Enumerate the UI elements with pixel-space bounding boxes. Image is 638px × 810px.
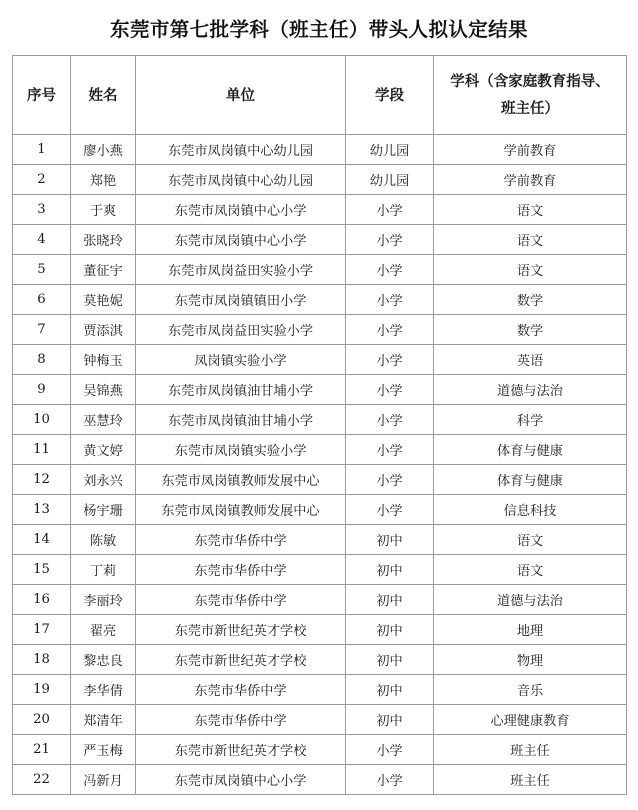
cell-index: 15 [13, 555, 71, 585]
table-row [13, 255, 627, 285]
cell-subject: 地理 [434, 615, 627, 645]
table-row [13, 135, 627, 165]
cell-subject: 科学 [434, 405, 627, 435]
cell-unit: 东莞市凤岗镇油甘埔小学 [136, 405, 346, 435]
cell-unit: 东莞市华侨中学 [136, 555, 346, 585]
cell-unit: 东莞市华侨中学 [136, 525, 346, 555]
cell-index: 8 [13, 345, 71, 375]
cell-unit: 东莞市凤岗镇中心小学 [136, 225, 346, 255]
cell-name: 刘永兴 [71, 465, 136, 495]
cell-subject: 英语 [434, 345, 627, 375]
cell-index: 3 [13, 195, 71, 225]
cell-unit: 东莞市凤岗镇实验小学 [136, 435, 346, 465]
cell-subject: 语文 [434, 225, 627, 255]
table-header [13, 56, 627, 135]
cell-name: 翟亮 [71, 615, 136, 645]
cell-unit: 东莞市凤岗镇中心幼儿园 [136, 165, 346, 195]
cell-subject: 体育与健康 [434, 465, 627, 495]
cell-name: 钟梅玉 [71, 345, 136, 375]
cell-subject: 道德与法治 [434, 375, 627, 405]
cell-stage: 小学 [346, 345, 434, 375]
cell-stage: 初中 [346, 555, 434, 585]
cell-stage: 初中 [346, 645, 434, 675]
table-header-row [13, 56, 627, 135]
cell-stage: 小学 [346, 765, 434, 795]
table-row [13, 645, 627, 675]
cell-index: 13 [13, 495, 71, 525]
cell-unit: 东莞市凤岗镇中心幼儿园 [136, 135, 346, 165]
cell-subject: 音乐 [434, 675, 627, 705]
cell-subject: 语文 [434, 555, 627, 585]
cell-subject: 物理 [434, 645, 627, 675]
cell-subject: 班主任 [434, 765, 627, 795]
cell-name: 杨宇珊 [71, 495, 136, 525]
cell-name: 李华倩 [71, 675, 136, 705]
cell-name: 冯新月 [71, 765, 136, 795]
cell-unit: 东莞市新世纪英才学校 [136, 645, 346, 675]
table-row [13, 585, 627, 615]
cell-index: 17 [13, 615, 71, 645]
cell-unit: 东莞市凤岗镇中心小学 [136, 195, 346, 225]
results-table [12, 55, 627, 795]
table-row [13, 525, 627, 555]
cell-stage: 初中 [346, 705, 434, 735]
table-row [13, 495, 627, 525]
cell-subject: 语文 [434, 255, 627, 285]
cell-unit: 东莞市华侨中学 [136, 675, 346, 705]
cell-stage: 小学 [346, 735, 434, 765]
cell-unit: 东莞市新世纪英才学校 [136, 735, 346, 765]
cell-name: 黎忠良 [71, 645, 136, 675]
cell-stage: 小学 [346, 495, 434, 525]
table-row [13, 435, 627, 465]
column-header-subject-line1: 学科（含家庭教育指导、 [450, 72, 610, 90]
cell-index: 1 [13, 135, 71, 165]
cell-unit: 东莞市华侨中学 [136, 585, 346, 615]
cell-stage: 小学 [346, 435, 434, 465]
cell-index: 2 [13, 165, 71, 195]
cell-name: 黄文婷 [71, 435, 136, 465]
cell-subject: 心理健康教育 [434, 705, 627, 735]
cell-name: 郑艳 [71, 165, 136, 195]
table-row [13, 195, 627, 225]
cell-name: 丁莉 [71, 555, 136, 585]
column-header-unit: 单位 [136, 56, 346, 135]
cell-name: 郑清年 [71, 705, 136, 735]
cell-stage: 幼儿园 [346, 165, 434, 195]
cell-unit: 凤岗镇实验小学 [136, 345, 346, 375]
cell-index: 16 [13, 585, 71, 615]
cell-name: 贾添淇 [71, 315, 136, 345]
table-body [13, 135, 627, 795]
cell-stage: 初中 [346, 675, 434, 705]
cell-stage: 小学 [346, 405, 434, 435]
cell-name: 巫慧玲 [71, 405, 136, 435]
cell-stage: 小学 [346, 285, 434, 315]
cell-subject: 语文 [434, 525, 627, 555]
cell-name: 张晓玲 [71, 225, 136, 255]
cell-index: 4 [13, 225, 71, 255]
cell-unit: 东莞市凤岗镇油甘埔小学 [136, 375, 346, 405]
table-row [13, 735, 627, 765]
column-header-subject [434, 56, 627, 135]
cell-unit: 东莞市凤岗镇中心小学 [136, 765, 346, 795]
cell-unit: 东莞市凤岗益田实验小学 [136, 255, 346, 285]
column-header-index: 序号 [13, 56, 71, 135]
cell-name: 廖小燕 [71, 135, 136, 165]
cell-stage: 小学 [346, 255, 434, 285]
cell-subject: 体育与健康 [434, 435, 627, 465]
cell-subject: 语文 [434, 195, 627, 225]
table-row [13, 675, 627, 705]
cell-stage: 小学 [346, 375, 434, 405]
cell-index: 22 [13, 765, 71, 795]
cell-unit: 东莞市凤岗镇教师发展中心 [136, 465, 346, 495]
cell-index: 14 [13, 525, 71, 555]
cell-stage: 小学 [346, 225, 434, 255]
column-header-stage: 学段 [346, 56, 434, 135]
cell-index: 5 [13, 255, 71, 285]
table-row [13, 765, 627, 795]
table-row [13, 345, 627, 375]
table-row [13, 315, 627, 345]
cell-name: 于爽 [71, 195, 136, 225]
cell-index: 6 [13, 285, 71, 315]
cell-stage: 幼儿园 [346, 135, 434, 165]
table-row [13, 705, 627, 735]
table-row [13, 405, 627, 435]
table-row [13, 225, 627, 255]
cell-index: 20 [13, 705, 71, 735]
cell-index: 19 [13, 675, 71, 705]
cell-name: 吴锦燕 [71, 375, 136, 405]
results-table-container [0, 55, 638, 795]
cell-subject: 班主任 [434, 735, 627, 765]
cell-index: 21 [13, 735, 71, 765]
table-row [13, 465, 627, 495]
cell-subject: 学前教育 [434, 165, 627, 195]
column-header-name: 姓名 [71, 56, 136, 135]
cell-name: 严玉梅 [71, 735, 136, 765]
column-header-subject-line2: 班主任） [501, 100, 559, 118]
cell-stage: 初中 [346, 585, 434, 615]
cell-unit: 东莞市华侨中学 [136, 705, 346, 735]
table-row [13, 555, 627, 585]
cell-stage: 初中 [346, 615, 434, 645]
table-row [13, 375, 627, 405]
cell-unit: 东莞市新世纪英才学校 [136, 615, 346, 645]
cell-unit: 东莞市凤岗镇镇田小学 [136, 285, 346, 315]
cell-index: 12 [13, 465, 71, 495]
cell-unit: 东莞市凤岗镇教师发展中心 [136, 495, 346, 525]
cell-name: 莫艳妮 [71, 285, 136, 315]
cell-name: 李丽玲 [71, 585, 136, 615]
cell-index: 18 [13, 645, 71, 675]
cell-subject: 信息科技 [434, 495, 627, 525]
cell-stage: 小学 [346, 195, 434, 225]
table-row [13, 285, 627, 315]
cell-index: 7 [13, 315, 71, 345]
cell-subject: 数学 [434, 285, 627, 315]
cell-subject: 道德与法治 [434, 585, 627, 615]
cell-subject: 学前教育 [434, 135, 627, 165]
cell-subject: 数学 [434, 315, 627, 345]
cell-name: 陈敏 [71, 525, 136, 555]
cell-index: 11 [13, 435, 71, 465]
cell-stage: 初中 [346, 525, 434, 555]
cell-stage: 小学 [346, 315, 434, 345]
cell-name: 董征宇 [71, 255, 136, 285]
table-row [13, 615, 627, 645]
cell-index: 10 [13, 405, 71, 435]
cell-unit: 东莞市凤岗益田实验小学 [136, 315, 346, 345]
table-row [13, 165, 627, 195]
cell-index: 9 [13, 375, 71, 405]
page-title: 东莞市第七批学科（班主任）带头人拟认定结果 [110, 18, 528, 41]
cell-stage: 小学 [346, 465, 434, 495]
